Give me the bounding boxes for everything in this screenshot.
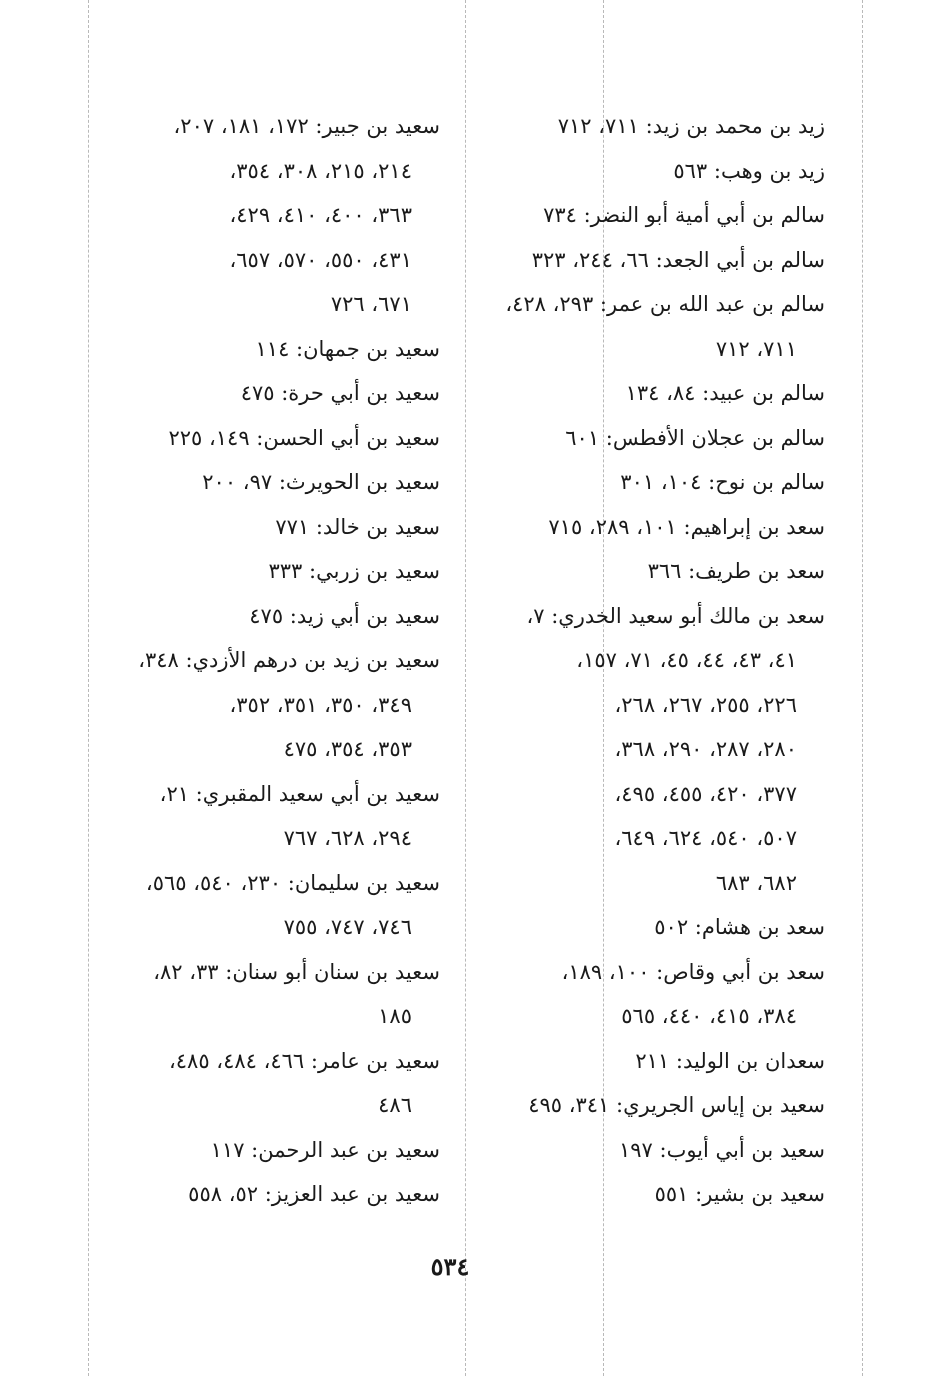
entry-heading-line: سالم بن عبد الله بن عمر: ٢٩٣، ٤٢٨، — [505, 292, 825, 316]
entry-continuation-line: ٣٧٧، ٤٢٠، ٤٥٥، ٤٩٥، — [614, 781, 797, 806]
entry-continuation-line: ٦٨٢، ٦٨٣ — [715, 870, 797, 895]
entry-continuation-line: ٢٢٦، ٢٥٥، ٢٦٧، ٢٦٨، — [614, 692, 797, 717]
entry-heading-line: سعيد بن أبي حرة: ٤٧٥ — [240, 381, 440, 405]
entry-heading-line: سعيد بن أبي أيوب: ١٩٧ — [618, 1137, 825, 1162]
index-entry — [95, 1039, 440, 1128]
index-entry — [485, 594, 825, 906]
entry-heading-line: سعيد بن جبير: ١٧٢، ١٨١، ٢٠٧، — [173, 114, 440, 138]
index-column-left — [95, 104, 440, 1217]
entry-heading-line: زيد بن وهب: ٥٦٣ — [673, 158, 825, 183]
entry-heading-line: سعد بن هشام: ٥٠٢ — [654, 915, 825, 939]
index-entry — [485, 905, 825, 950]
entry-continuation-line: ٧٤٦، ٧٤٧، ٧٥٥ — [283, 915, 412, 939]
index-entry — [95, 416, 440, 461]
index-entry — [485, 549, 825, 594]
index-entry — [95, 638, 440, 772]
page-number: ٥٣٤ — [430, 1252, 470, 1281]
entry-continuation-line: ٣٥٣، ٣٥٤، ٤٧٥ — [283, 737, 412, 761]
index-entry — [95, 594, 440, 639]
index-entry — [485, 104, 825, 149]
entry-heading-line: سعيد بن سنان أبو سنان: ٣٣، ٨٢، — [153, 959, 440, 984]
entry-heading-line: سعيد بن أبي سعيد المقبري: ٢١، — [159, 781, 440, 806]
entry-heading-line: سعد بن مالك أبو سعيد الخدري: ٧، — [526, 603, 825, 628]
index-entry — [95, 549, 440, 594]
index-entry — [485, 505, 825, 550]
entry-continuation-line: ٣٤٩، ٣٥٠، ٣٥١، ٣٥٢، — [229, 692, 412, 717]
index-entry — [95, 1128, 440, 1173]
entry-heading-line: زيد بن محمد بن زيد: ٧١١، ٧١٢ — [557, 114, 825, 138]
index-entry — [95, 327, 440, 372]
entry-heading-line: سالم بن عبيد: ٨٤، ١٣٤ — [625, 381, 825, 405]
index-entry — [95, 505, 440, 550]
entry-heading-line: سعيد بن جمهان: ١١٤ — [255, 336, 440, 361]
entry-heading-line: سعد بن أبي وقاص: ١٠٠، ١٨٩، — [561, 959, 825, 984]
index-column-right — [485, 104, 825, 1217]
entry-continuation-line: ٥٠٧، ٥٤٠، ٦٢٤، ٦٤٩، — [614, 826, 797, 850]
index-entry — [485, 460, 825, 505]
index-entry — [485, 1083, 825, 1128]
index-entry — [95, 104, 440, 327]
index-entry — [485, 282, 825, 371]
entry-continuation-line: ٢١٤، ٢١٥، ٣٠٨، ٣٥٤، — [229, 158, 412, 183]
entry-heading-line: سعيد بن الحويرث: ٩٧، ٢٠٠ — [202, 470, 440, 494]
entry-heading-line: سعيد بن زيد بن درهم الأزدي: ٣٤٨، — [138, 648, 440, 672]
entry-continuation-line: ٢٩٤، ٦٢٨، ٧٦٧ — [283, 826, 412, 850]
entry-continuation-line: ٤١، ٤٣، ٤٤، ٤٥، ٧١، ١٥٧، — [576, 648, 797, 672]
entry-continuation-line: ٢٨٠، ٢٨٧، ٢٩٠، ٣٦٨، — [614, 737, 797, 761]
scan-line — [862, 0, 863, 1376]
index-entry — [485, 416, 825, 461]
entry-heading-line: سالم بن عجلان الأفطس: ٦٠١ — [565, 425, 825, 450]
entry-continuation-line: ٧١١، ٧١٢ — [715, 336, 797, 361]
entry-continuation-line: ١٨٥ — [378, 1004, 412, 1028]
entry-heading-line: سعيد بن عبد العزيز: ٥٢، ٥٥٨ — [188, 1182, 440, 1206]
entry-continuation-line: ٣٦٣، ٤٠٠، ٤١٠، ٤٢٩، — [229, 203, 412, 227]
entry-heading-line: سالم بن أبي أمية أبو النضر: ٧٣٤ — [543, 203, 825, 227]
scan-line — [465, 0, 466, 1376]
entry-heading-line: سعد بن إبراهيم: ١٠١، ٢٨٩، ٧١٥ — [548, 514, 825, 539]
entry-heading-line: سعيد بن عبد الرحمن: ١١٧ — [210, 1137, 440, 1162]
index-entry — [485, 149, 825, 194]
entry-heading-line: سالم بن أبي الجعد: ٦٦، ٢٤٤، ٣٢٣ — [531, 247, 825, 272]
entry-heading-line: سعيد بن أبي الحسن: ١٤٩، ٢٢٥ — [168, 425, 440, 450]
index-entry — [95, 1172, 440, 1217]
entry-heading-line: سالم بن نوح: ١٠٤، ٣٠١ — [620, 470, 825, 494]
entry-heading-line: سعيد بن إياس الجريري: ٣٤١، ٤٩٥ — [528, 1093, 825, 1117]
index-entry — [95, 950, 440, 1039]
index-entry — [95, 772, 440, 861]
entry-heading-line: سعيد بن سليمان: ٢٣٠، ٥٤٠، ٥٦٥، — [145, 870, 440, 895]
index-entry — [485, 1039, 825, 1084]
entry-heading-line: سعيد بن خالد: ٧٧١ — [275, 514, 440, 539]
index-entry — [485, 1128, 825, 1173]
entry-continuation-line: ٤٣١، ٥٥٠، ٥٧٠، ٦٥٧، — [229, 247, 412, 272]
index-entry — [485, 950, 825, 1039]
entry-heading-line: سعيد بن زربي: ٣٣٣ — [268, 559, 440, 583]
index-entry — [485, 193, 825, 238]
scan-line — [88, 0, 89, 1376]
entry-heading-line: سعد بن طريف: ٣٦٦ — [647, 559, 825, 583]
entry-heading-line: سعدان بن الوليد: ٢١١ — [635, 1048, 825, 1073]
index-entry — [95, 861, 440, 950]
entry-heading-line: سعيد بن بشير: ٥٥١ — [654, 1182, 825, 1206]
entry-heading-line: سعيد بن عامر: ٤٦٦، ٤٨٤، ٤٨٥، — [168, 1048, 440, 1073]
index-entry — [485, 1172, 825, 1217]
index-entry — [485, 371, 825, 416]
index-entry — [95, 460, 440, 505]
entry-continuation-line: ٣٨٤، ٤١٥، ٤٤٠، ٥٦٥ — [621, 1004, 797, 1028]
entry-continuation-line: ٦٧١، ٧٢٦ — [330, 292, 412, 316]
index-entry — [485, 238, 825, 283]
entry-heading-line: سعيد بن أبي زيد: ٤٧٥ — [249, 603, 440, 628]
index-entry — [95, 371, 440, 416]
entry-continuation-line: ٤٨٦ — [378, 1093, 412, 1117]
